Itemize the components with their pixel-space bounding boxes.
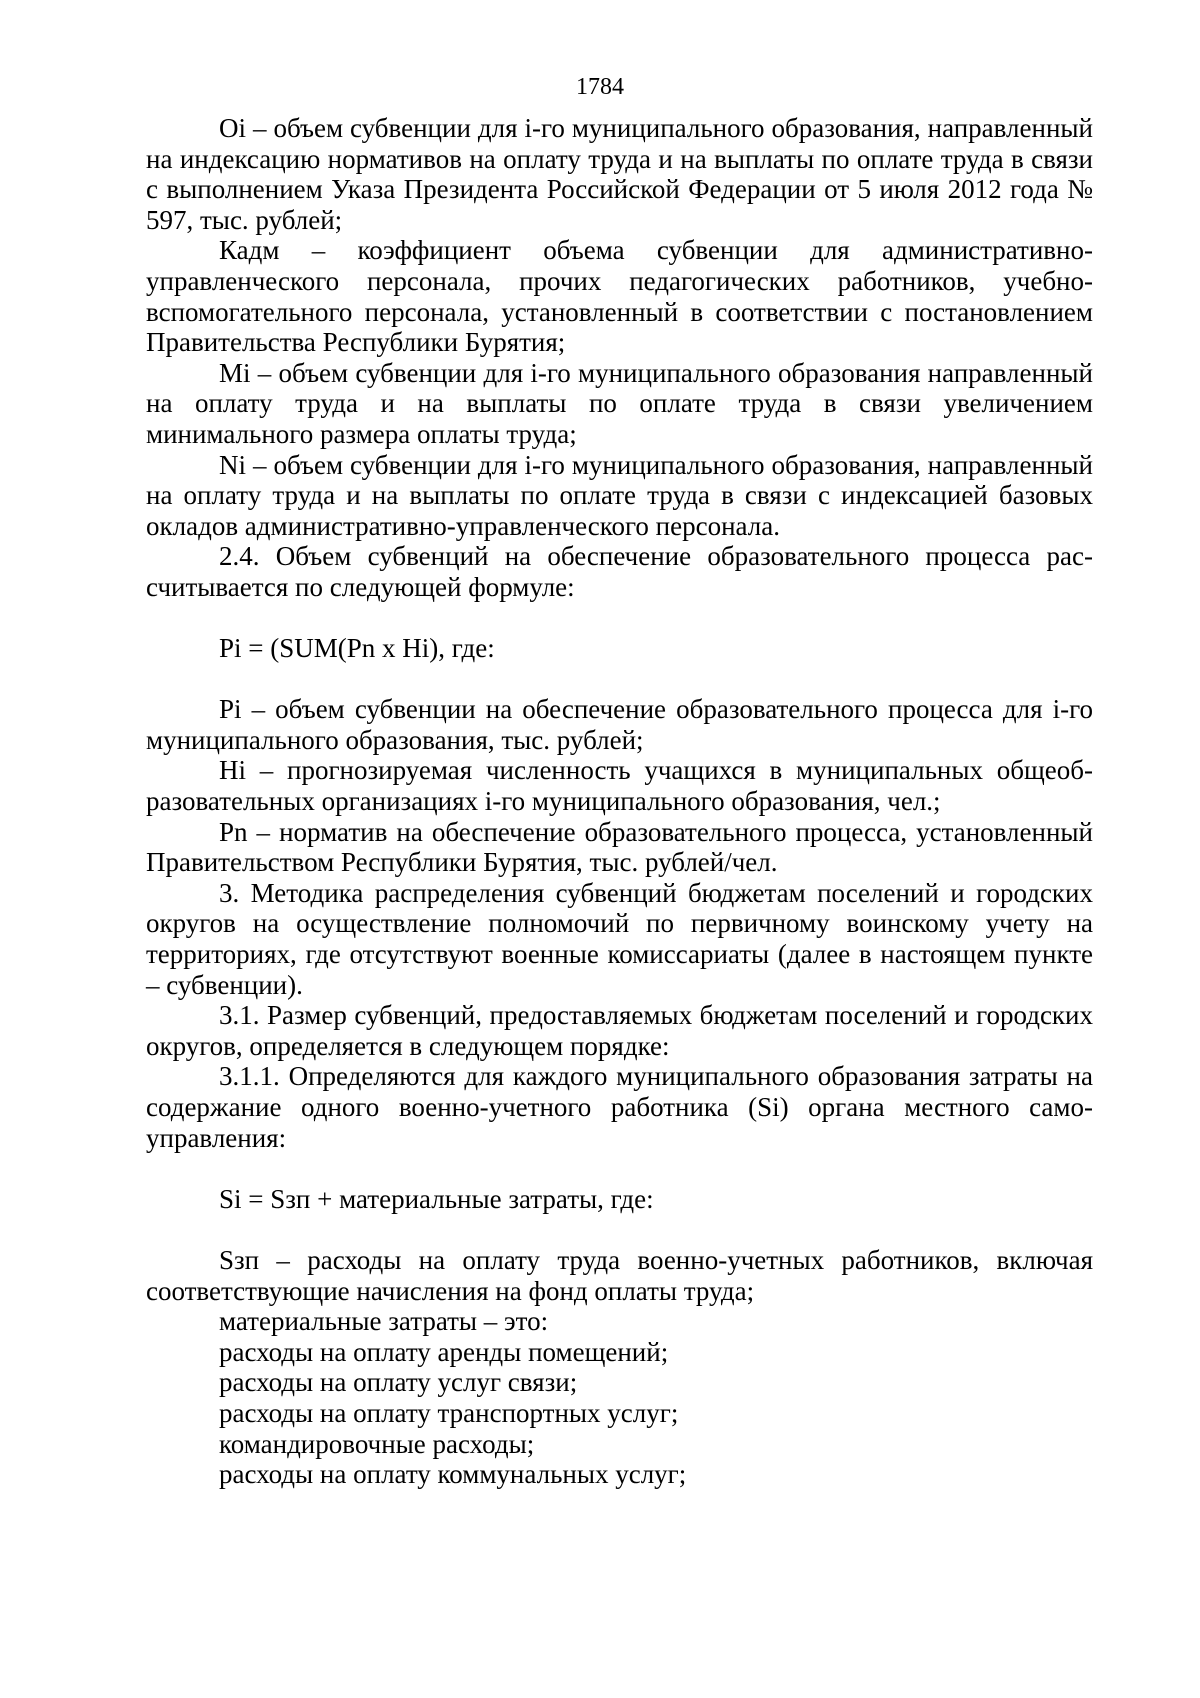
paragraph-section-3: 3. Методика распределения субвенций бюджетам поселений и городских округов на осуществление полномочий по первичному воинскому учету на территориях, где отсутствуют военные комиссариаты (далее в настоящем пункте – субвенции). xyxy=(146,877,1093,1000)
list-item: расходы на оплату транспортных услуг; xyxy=(219,1397,679,1428)
spacer xyxy=(146,1214,1093,1245)
spacer xyxy=(146,1153,1093,1184)
paragraph-section-2-4: 2.4. Объем субвенций на обеспечение образовательного процесса рассчитывается по следующей формуле: xyxy=(146,541,1093,602)
document-body xyxy=(146,113,1093,1490)
list-item: расходы на оплату аренды помещений; xyxy=(219,1336,669,1367)
paragraph-section-3-1: 3.1. Размер субвенций, предоставляемых бюджетам поселений и городских округов, определяется в следующем порядке: xyxy=(146,1000,1093,1061)
paragraph-szp-definition: Sзп – расходы на оплату труда военно-учетных работников, включая соответствующие начисления на фонд оплаты труда; xyxy=(146,1244,1093,1306)
paragraph-mi-definition: Mi – объем субвенции для i-го муниципального образования направленный на оплату труда и на выплаты по оплате труда в связи увеличением минимального размера оплаты труда; xyxy=(146,357,1093,449)
list-item: расходы на оплату коммунальных услуг; xyxy=(219,1459,687,1490)
list-item: материальные затраты – это: xyxy=(219,1306,549,1337)
paragraph-oi-definition: Oi – объем субвенции для i-го муниципального образования, направленный на индексацию нормативов на оплату труда и на выплаты по оплате труда в связи с выполнением Указа Президента Российской Федерации от 5 июля 2012 года № 597, тыс. рублей; xyxy=(146,113,1093,235)
list-item: командировочные расходы; xyxy=(219,1428,535,1459)
formula-si: Si = Sзп + материальные затраты, где: xyxy=(219,1183,654,1214)
paragraph-pn-definition: Pn – норматив на обеспечение образовательного процесса, установленный Правительством Республики Бурятия, тыс. рублей/чел. xyxy=(146,816,1093,878)
formula-pi: Pi = (SUM(Pn x Hi), где: xyxy=(219,633,495,664)
paragraph-section-3-1-1: 3.1.1. Определяются для каждого муниципального образования затраты на содержание одного военно-учетного работника (Si) органа местного самоуправления: xyxy=(146,1061,1093,1153)
paragraph-ni-definition: Ni – объем субвенции для i-го муниципального образования, направленный на оплату труда и на выплаты по оплате труда в связи с индексацией базовых окладов административно-управленческого персонала. xyxy=(146,449,1093,541)
paragraph-kadm-definition: Кадм – коэффициент объема субвенции для административно-управленческого персонала, прочих педагогических работников, учебно-вспомогательного персонала, установленный в соответствии с постановлением Правительства Республики Бурятия; xyxy=(146,235,1093,358)
paragraph-hi-definition: Hi – прогнозируемая численность учащихся в муниципальных общеобразовательных организациях i-го муниципального образования, чел.; xyxy=(146,755,1093,817)
spacer xyxy=(146,664,1093,695)
list-item: расходы на оплату услуг связи; xyxy=(219,1367,578,1398)
paragraph-pi-definition: Pi – объем субвенции на обеспечение образовательного процесса для i-го муниципального образования, тыс. рублей; xyxy=(146,694,1093,755)
spacer xyxy=(146,603,1093,634)
page-number: 1784 xyxy=(576,74,624,100)
